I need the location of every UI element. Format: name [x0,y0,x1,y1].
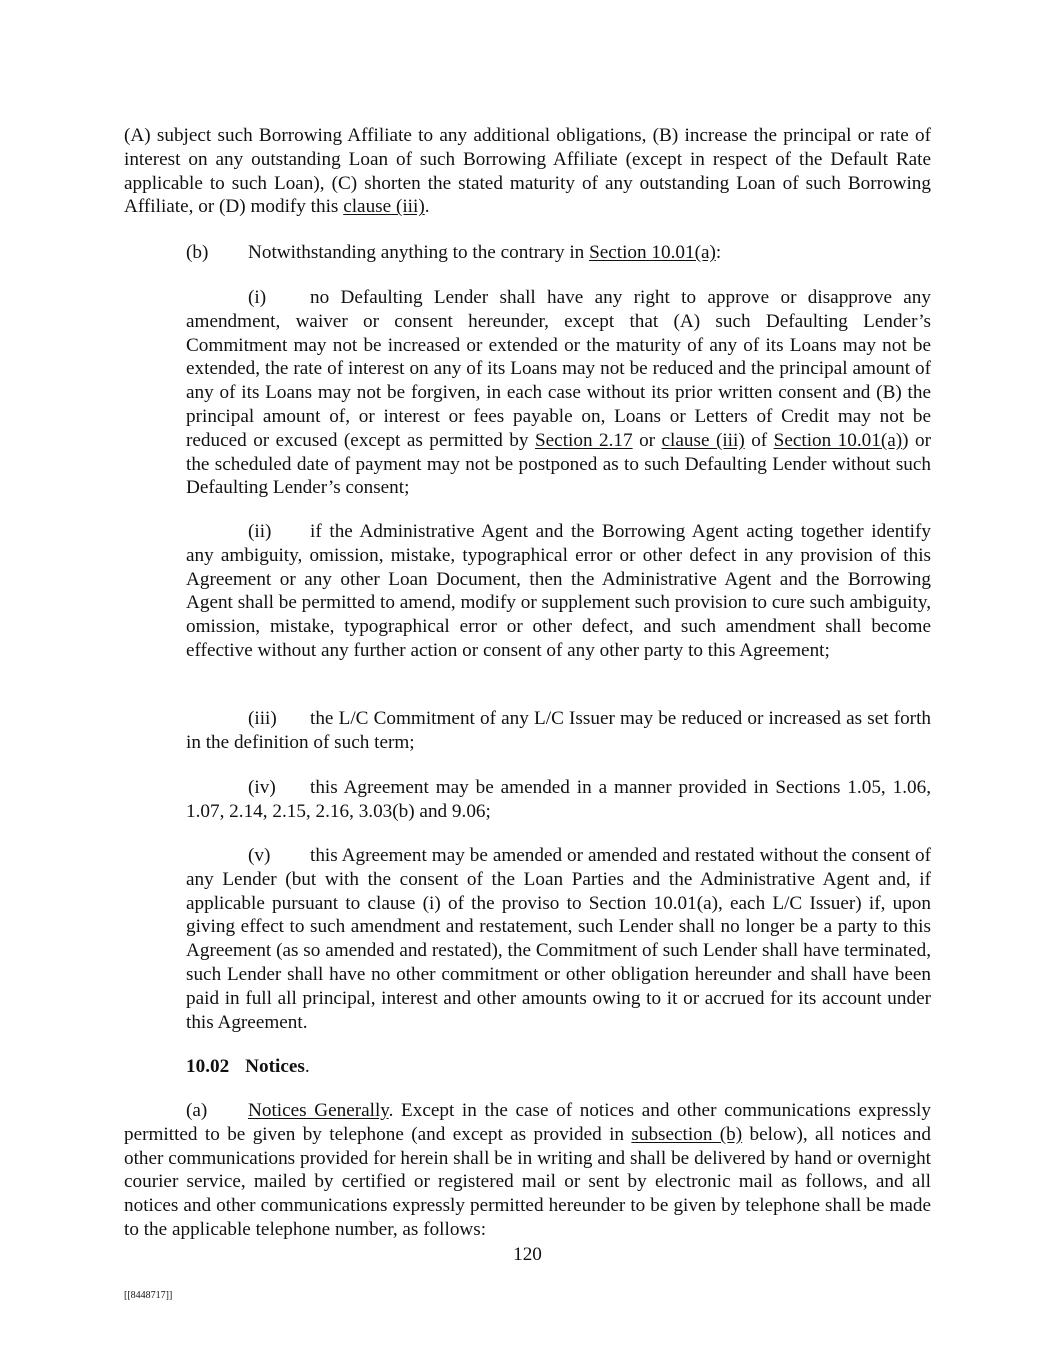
clause-i: (i) no Defaulting Lender shall have any right to approve or disapprove any amendment, waiver or consent hereunder, except that (A) such Defaulting Lender’s Commitment may not be increased or extended or the maturity of any of its Loans may not be extended, the rate of interest on any of its Loans may not be reduced and the principal amount of any of its Loans may not be forgiven, in each case without its prior written consent and (B) the principal amount of, or interest or fees payable on, Loans or Letters of Credit may not be reduced or excused (except as permitted by Section 2.17 or clause (iii) of Section 10.01(a)) or the scheduled date of payment may not be postponed as to such Defaulting Lender without such Defaulting Lender’s consent; [186,287,932,499]
notices-paragraph-a: (a) Notices Generally. Except in the case of notices and other communications expressly permitted to be given by telephone (and except as provided in subsection (b) below), all notices and other communications provided for herein shall be in writing and shall be delivered by hand or overnight courier service, mailed by certified or registered mail or sent by electronic mail as follows, and all notices and other communications expressly permitted hereunder to be given by telephone shall be made to the applicable telephone number, as follows: [124,1100,931,1240]
section-title: Notices [245,1056,305,1077]
clause-label: (v) [248,845,271,866]
clause-label: (i) [248,287,267,308]
page-number: 120 [513,1244,542,1265]
clause-label: (iv) [248,777,276,798]
opening-paragraph: (A) subject such Borrowing Affiliate to any additional obligations, (B) increase the principal or rate of interest on any outstanding Loan of such Borrowing Affiliate (except in respect of the Default Rate applicable to such Loan), (C) shorten the stated maturity of any outstanding Loan of such Borrowing Affiliate, or (D) modify this clause (iii). [124,125,931,218]
clause-v: (v) this Agreement may be amended or amended and restated without the consent of any Lender (but with the consent of the Loan Parties and the Administrative Agent and, if applicable pursuant to clause (i) of the proviso to Section 10.01(a), each L/C Issuer) if, upon giving effect to such amendment and restatement, such Lender shall no longer be a party to this Agreement (as so amended and restated), the Commitment of such Lender shall have terminated, such Lender shall have no other commitment or other obligation hereunder and shall have been paid in full all principal, interest and other amounts owing to it or accrued for its account under this Agreement. [186,845,931,1033]
document-id: [[8448717]] [124,1290,173,1301]
paragraph-label: (b) [186,242,209,263]
clause-label: (ii) [248,521,272,542]
clause-iii-reference[interactable]: clause (iii) [661,429,745,451]
clause-label: (iii) [248,708,277,729]
subsection-b-reference[interactable]: subsection (b) [631,1123,743,1145]
paragraph-label: (a) [186,1100,208,1121]
section-10-01a-reference[interactable]: Section 10.01(a) [773,429,903,451]
clause-ii: (ii) if the Administrative Agent and the Borrowing Agent acting together identify any ambiguity, omission, mistake, typographical error or other defect in any provision of this Agreement or any other Loan Document, then the Administrative Agent and the Borrowing Agent shall be permitted to amend, modify or supplement such provision to cure such ambiguity, omission, mistake, typographical error or other defect, and such amendment shall become effective without any further action or consent of any other party to this Agreement; [186,521,931,661]
section-10-01a-reference[interactable]: Section 10.01(a) [589,242,716,263]
section-heading: 10.02 Notices. [186,1056,310,1077]
notices-generally-title: Notices Generally [248,1100,389,1121]
section-2-17-reference[interactable]: Section 2.17 [534,429,633,451]
section-number: 10.02 [186,1056,230,1077]
clause-iii: (iii) the L/C Commitment of any L/C Issuer may be reduced or increased as set forth in the definition of such term; [186,708,931,753]
paragraph-b: (b) Notwithstanding anything to the contrary in Section 10.01(a): [186,242,722,263]
clause-iv: (iv) this Agreement may be amended in a manner provided in Sections 1.05, 1.06, 1.07, 2.14, 2.15, 2.16, 3.03(b) and 9.06; [186,777,931,822]
clause-iii-reference[interactable]: clause (iii) [343,196,425,218]
